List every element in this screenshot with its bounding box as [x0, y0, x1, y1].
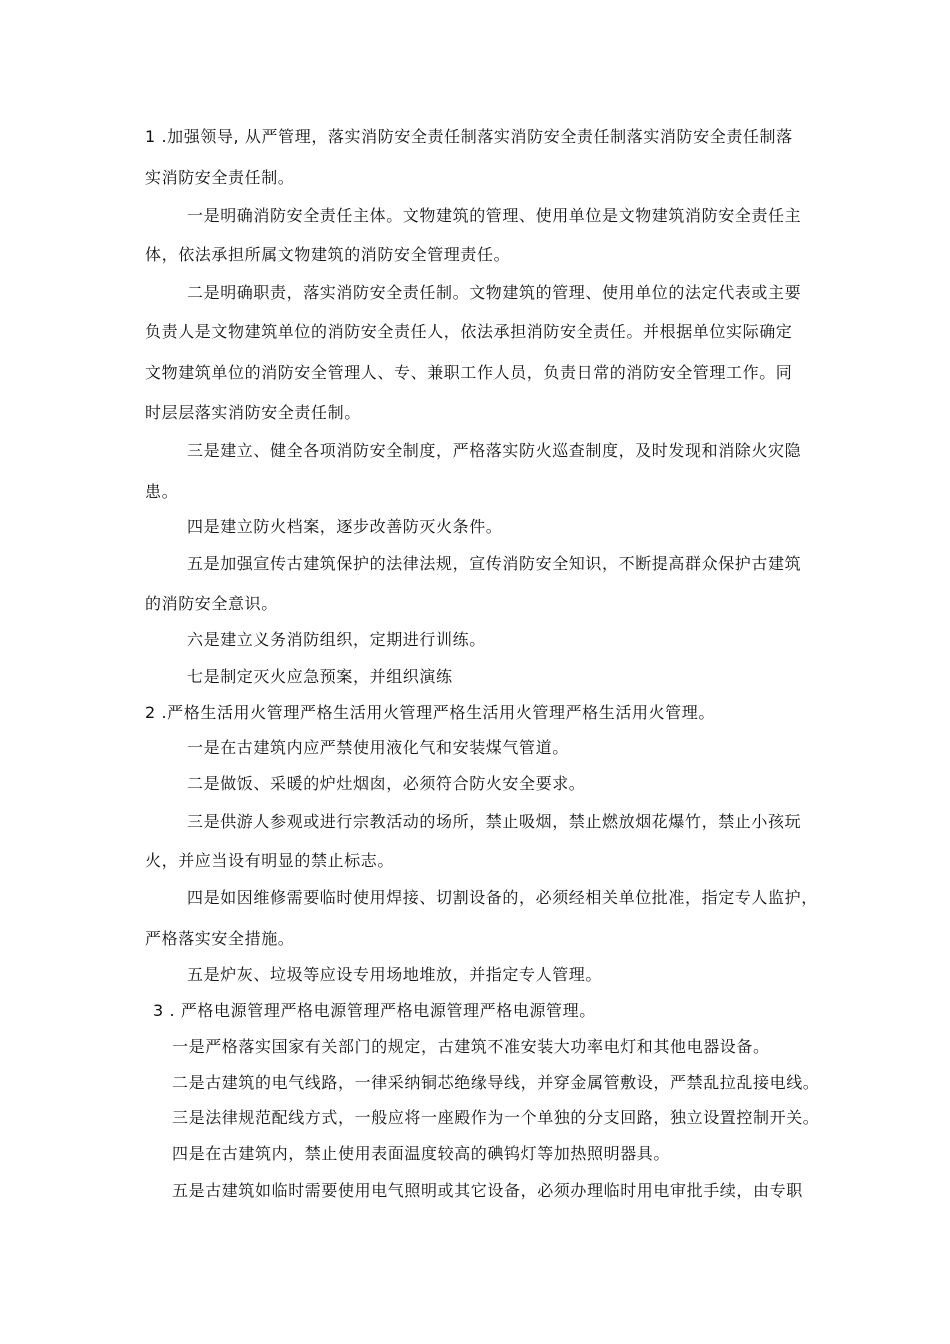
- text-line: 二是做饭、采暖的炉灶烟囱，必须符合防火安全要求。: [187, 774, 586, 793]
- text-line: 时层层落实消防安全责任制。: [145, 403, 361, 422]
- text-line: 实消防安全责任制。: [145, 168, 295, 187]
- text-line: 四是建立防火档案，逐步改善防灭火条件。: [187, 517, 503, 536]
- text-line: 三是法律规范配线方式，一般应将一座殿作为一个单独的分支回路，独立设置控制开关。: [172, 1108, 820, 1127]
- text-line: 3 . 严格电源管理严格电源管理严格电源管理严格电源管理。: [153, 1001, 596, 1020]
- text-line: 患。: [145, 482, 179, 501]
- text-line: 六是建立义务消防组织，定期进行训练。: [187, 630, 486, 649]
- text-line: 一是在古建筑内应严禁使用液化气和安装煤气管道。: [187, 738, 569, 757]
- text-line: 的消防安全意识。: [145, 594, 278, 613]
- text-line: 负责人是文物建筑单位的消防安全责任人，依法承担消防安全责任。并根据单位实际确定: [145, 322, 793, 341]
- text-line: 文物建筑单位的消防安全管理人、专、兼职工作人员，负责日常的消防安全管理工作。同: [145, 363, 793, 382]
- text-line: 五是古建筑如临时需要使用电气照明或其它设备，必须办理临时用电审批手续，由专职: [172, 1181, 803, 1200]
- text-line: 四是如因维修需要临时使用焊接、切割设备的，必须经相关单位批准，指定专人监护，: [187, 888, 818, 907]
- text-line: 五是加强宣传古建筑保护的法律法规，宣传消防安全知识，不断提高群众保护古建筑: [187, 554, 802, 573]
- text-line: 五是炉灰、垃圾等应设专用场地堆放，并指定专人管理。: [187, 965, 603, 984]
- text-line: 一是严格落实国家有关部门的规定，古建筑不准安装大功率电灯和其他电器设备。: [172, 1037, 770, 1056]
- text-line: 四是在古建筑内，禁止使用表面温度较高的碘钨灯等加热照明器具。: [172, 1144, 671, 1163]
- text-line: 三是建立、健全各项消防安全制度，严格落实防火巡查制度，及时发现和消除火灾隐: [187, 441, 802, 460]
- text-line: 二是古建筑的电气线路，一律采纳铜芯绝缘导线，并穿金属管敷设，严禁乱拉乱接电线。: [172, 1073, 820, 1092]
- text-line: 一是明确消防安全责任主体。文物建筑的管理、使用单位是文物建筑消防安全责任主: [187, 206, 802, 225]
- text-line: 2 .严格生活用火管理严格生活用火管理严格生活用火管理严格生活用火管理。: [145, 703, 715, 722]
- text-line: 火，并应当设有明显的禁止标志。: [145, 851, 395, 870]
- text-line: 七是制定灭火应急预案，并组织演练: [187, 667, 453, 686]
- text-line: 1 .加强领导, 从严管理，落实消防安全责任制落实消防安全责任制落实消防安全责任制落: [145, 127, 793, 146]
- text-line: 二是明确职责，落实消防安全责任制。文物建筑的管理、使用单位的法定代表或主要: [187, 283, 802, 302]
- text-line: 体，依法承担所属文物建筑的消防安全管理责任。: [145, 245, 511, 264]
- text-line: 严格落实安全措施。: [145, 929, 295, 948]
- text-line: 三是供游人参观或进行宗教活动的场所，禁止吸烟，禁止燃放烟花爆竹，禁止小孩玩: [187, 812, 802, 831]
